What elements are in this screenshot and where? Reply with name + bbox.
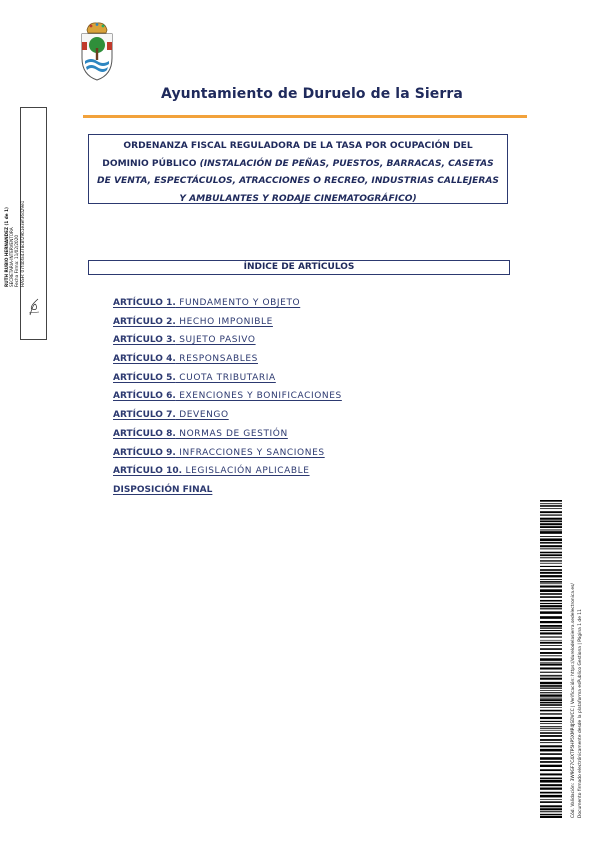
toc-item bbox=[113, 354, 342, 373]
toc-item bbox=[113, 429, 342, 448]
toc-number: ARTÍCULO 8. bbox=[113, 428, 176, 439]
barcode-bar bbox=[540, 685, 562, 687]
toc-number: ARTÍCULO 1. bbox=[113, 298, 176, 308]
barcode-bar bbox=[540, 552, 562, 554]
barcode-bar bbox=[540, 702, 562, 703]
barcode-bar bbox=[540, 799, 562, 800]
barcode-bar bbox=[540, 605, 562, 607]
barcode-bar bbox=[540, 566, 562, 567]
title-line-2 bbox=[93, 156, 503, 174]
signature-stamp-text bbox=[4, 87, 25, 287]
barcode-bar bbox=[540, 529, 562, 530]
toc-link-article-5[interactable] bbox=[113, 373, 276, 383]
toc-number: ARTÍCULO 5. bbox=[113, 372, 176, 383]
barcode-bar bbox=[540, 814, 562, 815]
verification-text bbox=[571, 498, 584, 818]
barcode-bar bbox=[540, 778, 562, 780]
toc-item bbox=[113, 373, 342, 392]
barcode-bar bbox=[540, 735, 562, 737]
toc-link-article-6[interactable] bbox=[113, 391, 342, 401]
toc-item bbox=[113, 448, 342, 467]
barcode-bar bbox=[540, 788, 562, 790]
barcode-bar bbox=[540, 505, 562, 507]
toc-number: ARTÍCULO 2. bbox=[113, 316, 176, 327]
table-of-contents bbox=[113, 298, 342, 504]
barcode-bar bbox=[540, 710, 562, 712]
toc-item bbox=[113, 466, 342, 485]
barcode-bar bbox=[540, 742, 562, 743]
barcode-bar bbox=[540, 536, 562, 537]
barcode-bar bbox=[540, 795, 562, 798]
toc-label: SUJETO PASIVO bbox=[175, 335, 256, 346]
barcode-bar bbox=[540, 581, 562, 583]
barcode-bar bbox=[540, 508, 562, 509]
barcode-bar bbox=[540, 672, 562, 673]
barcode-bar bbox=[540, 642, 562, 644]
barcode-bar bbox=[540, 603, 562, 604]
barcode-bar bbox=[540, 761, 562, 763]
barcode-bar bbox=[540, 557, 562, 558]
barcode-bar bbox=[540, 511, 562, 513]
verification-code-line: Cód. Validación: 3W9GF7C4XTP5HP5XMP4JSDVCC | Verificación: https://durelodelasierra.sedelectronica.es/ bbox=[571, 583, 576, 818]
signer-name: RUTH RUBIO HERNANDEZ (1 de 1) bbox=[4, 207, 9, 287]
toc-number: ARTÍCULO 4. bbox=[113, 354, 176, 365]
toc-link-final-provision[interactable] bbox=[113, 485, 212, 495]
toc-link-article-4[interactable] bbox=[113, 354, 258, 364]
barcode-bar bbox=[540, 663, 562, 665]
barcode-bar bbox=[540, 677, 562, 678]
toc-label: INFRACCIONES Y SANCIONES bbox=[175, 447, 325, 458]
barcode-bar bbox=[540, 621, 562, 623]
toc-label: HECHO IMPONIBLE bbox=[175, 316, 273, 327]
toc-number: ARTÍCULO 6. bbox=[113, 391, 176, 402]
toc-label: FUNDAMENTO Y OBJETO bbox=[175, 298, 301, 308]
barcode-bar bbox=[540, 520, 562, 522]
toc-label: RESPONSABLES bbox=[175, 354, 258, 365]
barcode-bar bbox=[540, 572, 562, 574]
barcode-bar bbox=[540, 611, 562, 613]
barcode-bar bbox=[540, 523, 562, 525]
index-heading: ÍNDICE DE ARTÍCULOS bbox=[88, 260, 510, 275]
barcode-bar bbox=[540, 593, 562, 595]
electronic-signature-line: Documento firmado electrónicamente desde la plataforma esPublico Gestiona | Página 1 de 11 bbox=[577, 609, 583, 818]
toc-number: ARTÍCULO 3. bbox=[113, 335, 176, 346]
toc-label: NORMAS DE GESTIÓN bbox=[175, 428, 288, 439]
barcode-bar bbox=[540, 805, 562, 807]
barcode-bar bbox=[540, 773, 562, 775]
barcode-bar bbox=[540, 690, 562, 691]
barcode-bar bbox=[540, 667, 562, 669]
barcode-bar bbox=[540, 503, 562, 504]
barcode-bar bbox=[540, 569, 562, 571]
town-hall-heading: Ayuntamiento de Duruelo de la Sierra bbox=[161, 86, 463, 102]
toc-link-article-2[interactable] bbox=[113, 317, 273, 327]
barcode-bar bbox=[540, 717, 562, 719]
barcode-bar bbox=[540, 648, 562, 650]
coat-of-arms-logo bbox=[79, 20, 115, 82]
barcode-bar bbox=[540, 627, 562, 628]
barcode-bar bbox=[540, 636, 562, 637]
barcode-bar bbox=[540, 801, 562, 803]
barcode-bar bbox=[540, 699, 562, 701]
title-line-3: DE VENTA, ESPECTÁCULOS, ATRACCIONES O RECREO, INDUSTRIAS CALLEJERAS bbox=[97, 176, 499, 186]
signature-hash: HASH: 07f4bfa4378c8f29b1e3ef36d29e1 bbox=[19, 200, 25, 287]
barcode-bar bbox=[540, 749, 562, 752]
barcode-bar bbox=[540, 658, 562, 661]
barcode-bar bbox=[540, 554, 562, 556]
barcode-bar bbox=[540, 698, 562, 699]
toc-label: DEVENGO bbox=[175, 410, 229, 421]
toc-number: DISPOSICIÓN FINAL bbox=[113, 484, 213, 495]
barcode-bar bbox=[540, 704, 562, 706]
barcode-bar bbox=[540, 518, 562, 520]
title-line-2-a: DOMINIO PÚBLICO bbox=[102, 158, 200, 169]
toc-item bbox=[113, 485, 342, 504]
barcode-bar bbox=[540, 575, 562, 577]
barcode-bar bbox=[540, 721, 562, 722]
signature-scribble-icon bbox=[27, 295, 41, 319]
barcode-bar bbox=[540, 745, 562, 747]
barcode-bar bbox=[540, 589, 562, 592]
barcode-bar bbox=[540, 531, 562, 534]
toc-link-article-7[interactable] bbox=[113, 410, 229, 420]
barcode-bar bbox=[540, 583, 562, 584]
barcode-bar bbox=[540, 769, 562, 771]
barcode-bar bbox=[540, 780, 562, 783]
barcode-bar bbox=[540, 723, 562, 724]
barcode-bar bbox=[540, 545, 562, 547]
barcode-bar bbox=[540, 678, 562, 680]
barcode-bar bbox=[540, 728, 562, 729]
header-divider bbox=[83, 115, 527, 118]
barcode-bar bbox=[540, 548, 562, 549]
barcode-bar bbox=[540, 538, 562, 541]
barcode-bar bbox=[540, 514, 562, 515]
ordinance-title-box bbox=[88, 134, 508, 204]
barcode-bar bbox=[540, 688, 562, 689]
title-line-1: ORDENANZA FISCAL REGULADORA DE LA TASA POR OCUPACIÓN DEL bbox=[123, 141, 473, 151]
barcode-bar bbox=[540, 808, 562, 810]
barcode-bar bbox=[540, 784, 562, 786]
barcode-bar bbox=[540, 816, 562, 818]
toc-item bbox=[113, 391, 342, 410]
barcode-bar bbox=[540, 739, 562, 741]
toc-number: ARTÍCULO 10. bbox=[113, 466, 183, 477]
barcode-bar bbox=[540, 632, 562, 634]
toc-link-article-3[interactable] bbox=[113, 335, 256, 345]
toc-item bbox=[113, 410, 342, 429]
barcode-bar bbox=[540, 596, 562, 598]
toc-item bbox=[113, 298, 342, 317]
signature-date: Fecha Firma: 11/02/2020 bbox=[14, 234, 20, 287]
barcode-bar bbox=[540, 526, 562, 528]
barcode-bar bbox=[540, 811, 562, 812]
toc-label: EXENCIONES Y BONIFICACIONES bbox=[175, 391, 342, 402]
toc-item bbox=[113, 317, 342, 336]
barcode-bar bbox=[540, 645, 562, 646]
barcode-bar bbox=[540, 694, 562, 696]
barcode-bar bbox=[540, 630, 562, 631]
toc-link-article-9[interactable] bbox=[113, 448, 325, 458]
barcode-bar bbox=[540, 585, 562, 587]
barcode-bar bbox=[540, 692, 562, 693]
toc-link-article-8[interactable] bbox=[113, 429, 288, 439]
barcode-bar bbox=[540, 652, 562, 654]
barcode-bar bbox=[540, 682, 562, 684]
barcode-bar bbox=[540, 753, 562, 755]
barcode-bar bbox=[540, 500, 562, 502]
barcode-bar bbox=[540, 730, 562, 731]
barcode-bar bbox=[540, 732, 562, 734]
barcode-bar bbox=[540, 707, 562, 708]
barcode-bar bbox=[540, 608, 562, 609]
toc-link-article-10[interactable] bbox=[113, 466, 310, 476]
barcode-bar bbox=[540, 765, 562, 767]
barcode-bar bbox=[540, 616, 562, 619]
barcode-bar bbox=[540, 560, 562, 561]
title-line-4: Y AMBULANTES Y RODAJE CINEMATOGRÁFICO) bbox=[179, 193, 417, 204]
toc-number: ARTÍCULO 7. bbox=[113, 410, 176, 421]
barcode-bar bbox=[540, 563, 562, 564]
barcode-bar bbox=[540, 600, 562, 602]
barcode-bar bbox=[540, 757, 562, 760]
barcode-bar bbox=[540, 662, 562, 663]
toc-link-article-1[interactable] bbox=[113, 298, 300, 308]
barcode-bar bbox=[540, 640, 562, 641]
verification-barcode bbox=[540, 500, 562, 818]
barcode-bar bbox=[540, 542, 562, 544]
barcode-bar bbox=[540, 713, 562, 714]
barcode-bar bbox=[540, 579, 562, 580]
toc-number: ARTÍCULO 9. bbox=[113, 447, 176, 458]
barcode-bar bbox=[540, 655, 562, 656]
toc-label: LEGISLACIÓN APLICABLE bbox=[182, 466, 310, 477]
title-line-2-b: (INSTALACIÓN DE PEÑAS, PUESTOS, BARRACAS, CASETAS bbox=[199, 158, 494, 169]
barcode-bar bbox=[540, 792, 562, 794]
toc-item bbox=[113, 335, 342, 354]
signer-role: SECRETARIA-INTERVENTORA bbox=[9, 227, 15, 287]
barcode-bar bbox=[540, 726, 562, 727]
toc-label: CUOTA TRIBUTARIA bbox=[175, 372, 276, 383]
barcode-bar bbox=[540, 675, 562, 676]
barcode-bar bbox=[540, 625, 562, 627]
